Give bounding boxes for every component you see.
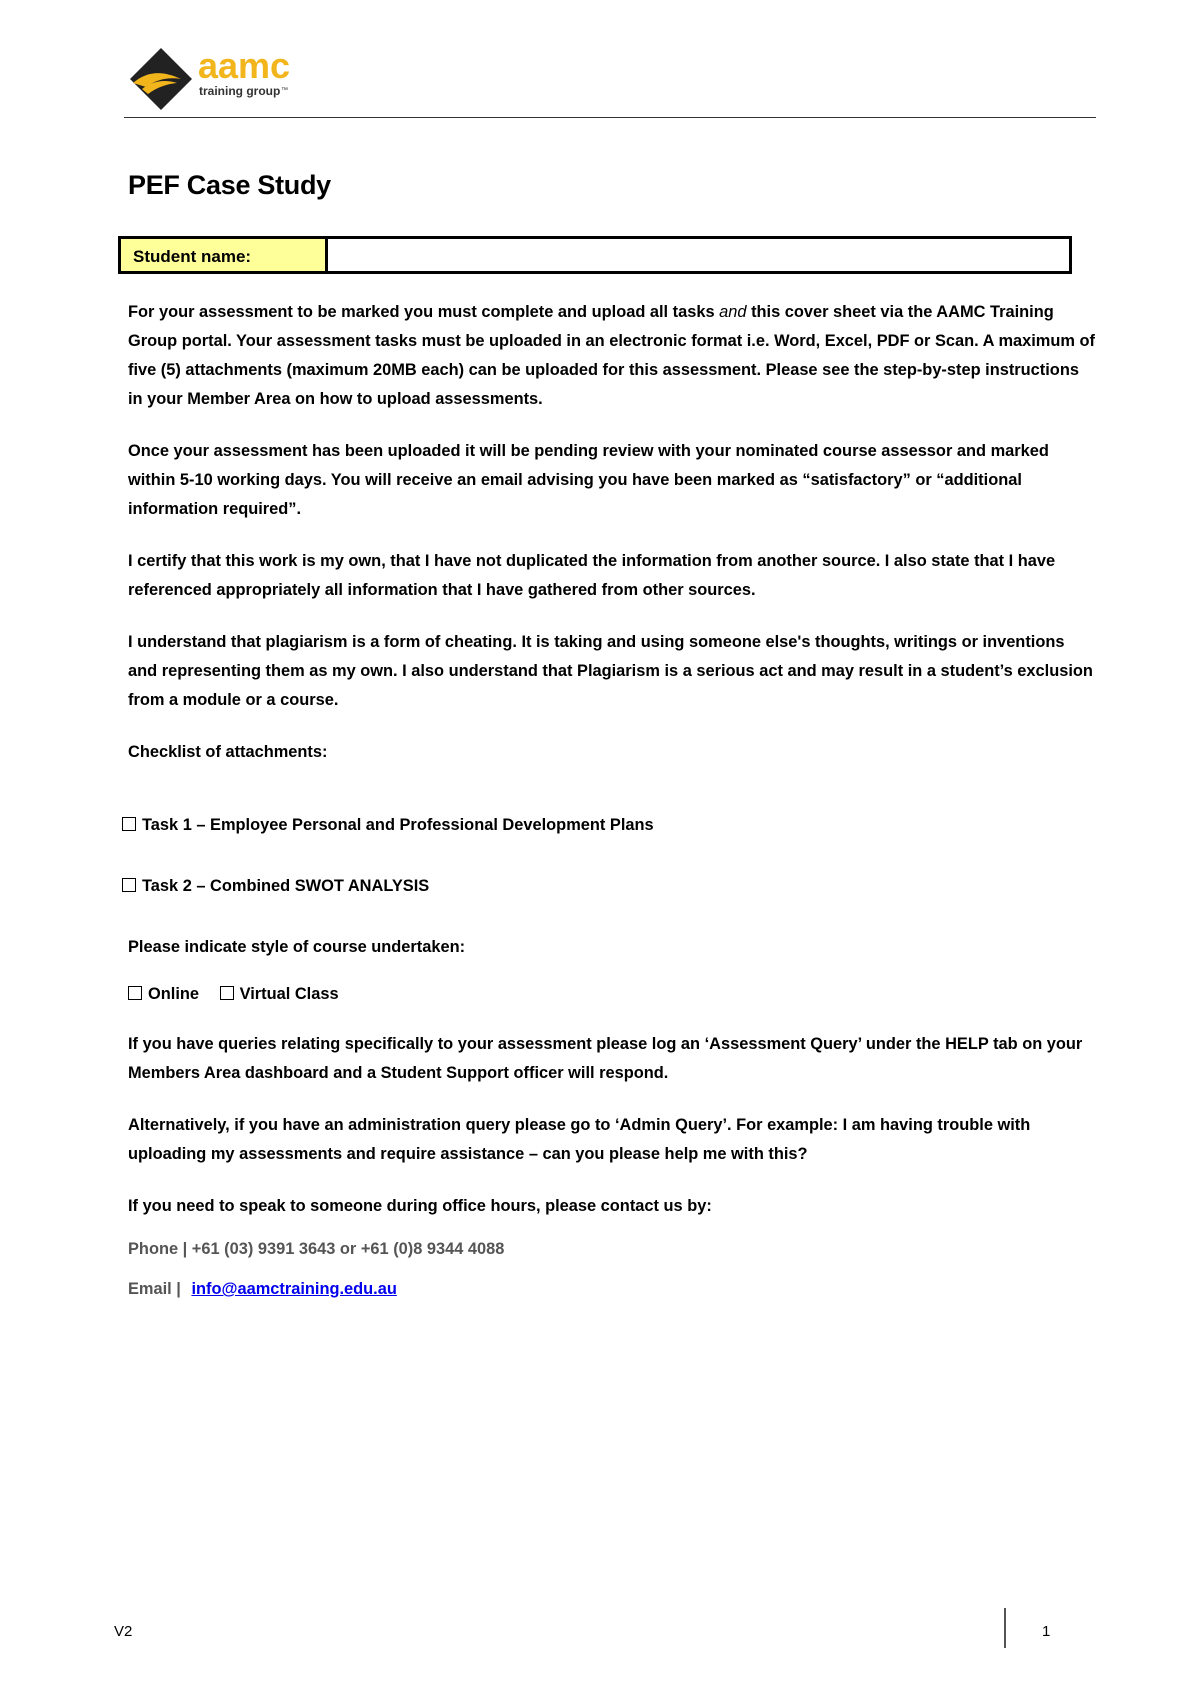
contact-phone — [128, 1240, 504, 1259]
virtual-class-checkbox[interactable] — [220, 986, 234, 1000]
paragraph-certify: I certify that this work is my own, that I have not duplicated the information from another source. I also state that I have referenced appropriately all information that I have gathered from other sources. — [128, 552, 1056, 599]
course-style-heading: Please indicate style of course undertaken: — [128, 938, 466, 956]
paragraph-upload: For your assessment to be marked you must complete and upload all tasks and this cover sheet via the AAMC Training Group portal. Your assessment tasks must be uploaded in an electronic format i.e. Word, Excel, PDF or Scan. A maximum of five (5) attachments (maximum 20MB each) can be uploaded for this assessment. Please see the step-by-step instructions in your Member Area on how to upload assessments. — [128, 303, 1095, 408]
footer-version: V2 — [114, 1623, 133, 1640]
company-logo — [128, 46, 328, 116]
option-virtual-class: Virtual Class — [220, 985, 339, 1003]
header-divider — [124, 117, 1096, 118]
svg-text:training group: training group — [199, 84, 281, 98]
paragraph-admin-query: Alternatively, if you have an administration query please go to ‘Admin Query’. For example: I am having trouble with uploading my assessments and require assistance – can you please help me with this? — [128, 1116, 1031, 1163]
contact-email — [128, 1280, 397, 1299]
task-2-item — [122, 877, 429, 896]
help-section — [128, 1030, 1096, 1244]
student-name-label: Student name: — [121, 239, 328, 271]
logo-diamond-icon — [130, 48, 192, 110]
student-name-field[interactable] — [328, 239, 1069, 271]
paragraph-assessment-query: If you have queries relating specifically to your assessment please log an ‘Assessment Query’ under the HELP tab on your Members Area dashboard and a Student Support officer will respond. — [128, 1035, 1083, 1082]
option-online: Online — [128, 985, 199, 1003]
page-title: PEF Case Study — [128, 170, 331, 200]
task-1-item — [122, 816, 654, 835]
email-link[interactable]: info@aamctraining.edu.au — [191, 1280, 397, 1298]
task-2-checkbox[interactable] — [122, 878, 136, 892]
course-style-options — [128, 985, 355, 1004]
paragraph-review: Once your assessment has been uploaded it will be pending review with your nominated course assessor and marked within 5-10 working days. You will receive an email advising you have been marked as “satisfactory” or “additional information required”. — [128, 442, 1049, 518]
task-1-label: Task 1 – Employee Personal and Professional Development Plans — [142, 816, 654, 834]
email-label: Email | — [128, 1280, 181, 1298]
task-1-checkbox[interactable] — [122, 817, 136, 831]
student-name-table — [118, 236, 1072, 274]
phone-value: +61 (03) 9391 3643 or +61 (0)8 9344 4088 — [191, 1240, 505, 1258]
svg-text:aamc: aamc — [198, 46, 291, 86]
paragraph-plagiarism: I understand that plagiarism is a form of cheating. It is taking and using someone else's thoughts, writings or inventions and representing them as my own. I also understand that Plagiarism is a serious act and may result in a student’s exclusion from a module or a course. — [128, 633, 1093, 709]
footer-divider — [1004, 1608, 1006, 1648]
online-checkbox[interactable] — [128, 986, 142, 1000]
svg-text:™: ™ — [281, 87, 288, 94]
phone-label: Phone | — [128, 1240, 188, 1258]
task-2-label: Task 2 – Combined SWOT ANALYSIS — [142, 877, 430, 895]
emphasis-and: and — [719, 303, 747, 321]
instructions-body — [128, 298, 1096, 790]
footer-page-number: 1 — [1042, 1623, 1051, 1640]
checklist-heading: Checklist of attachments: — [128, 743, 328, 761]
paragraph-office-hours: If you need to speak to someone during office hours, please contact us by: — [128, 1197, 712, 1215]
